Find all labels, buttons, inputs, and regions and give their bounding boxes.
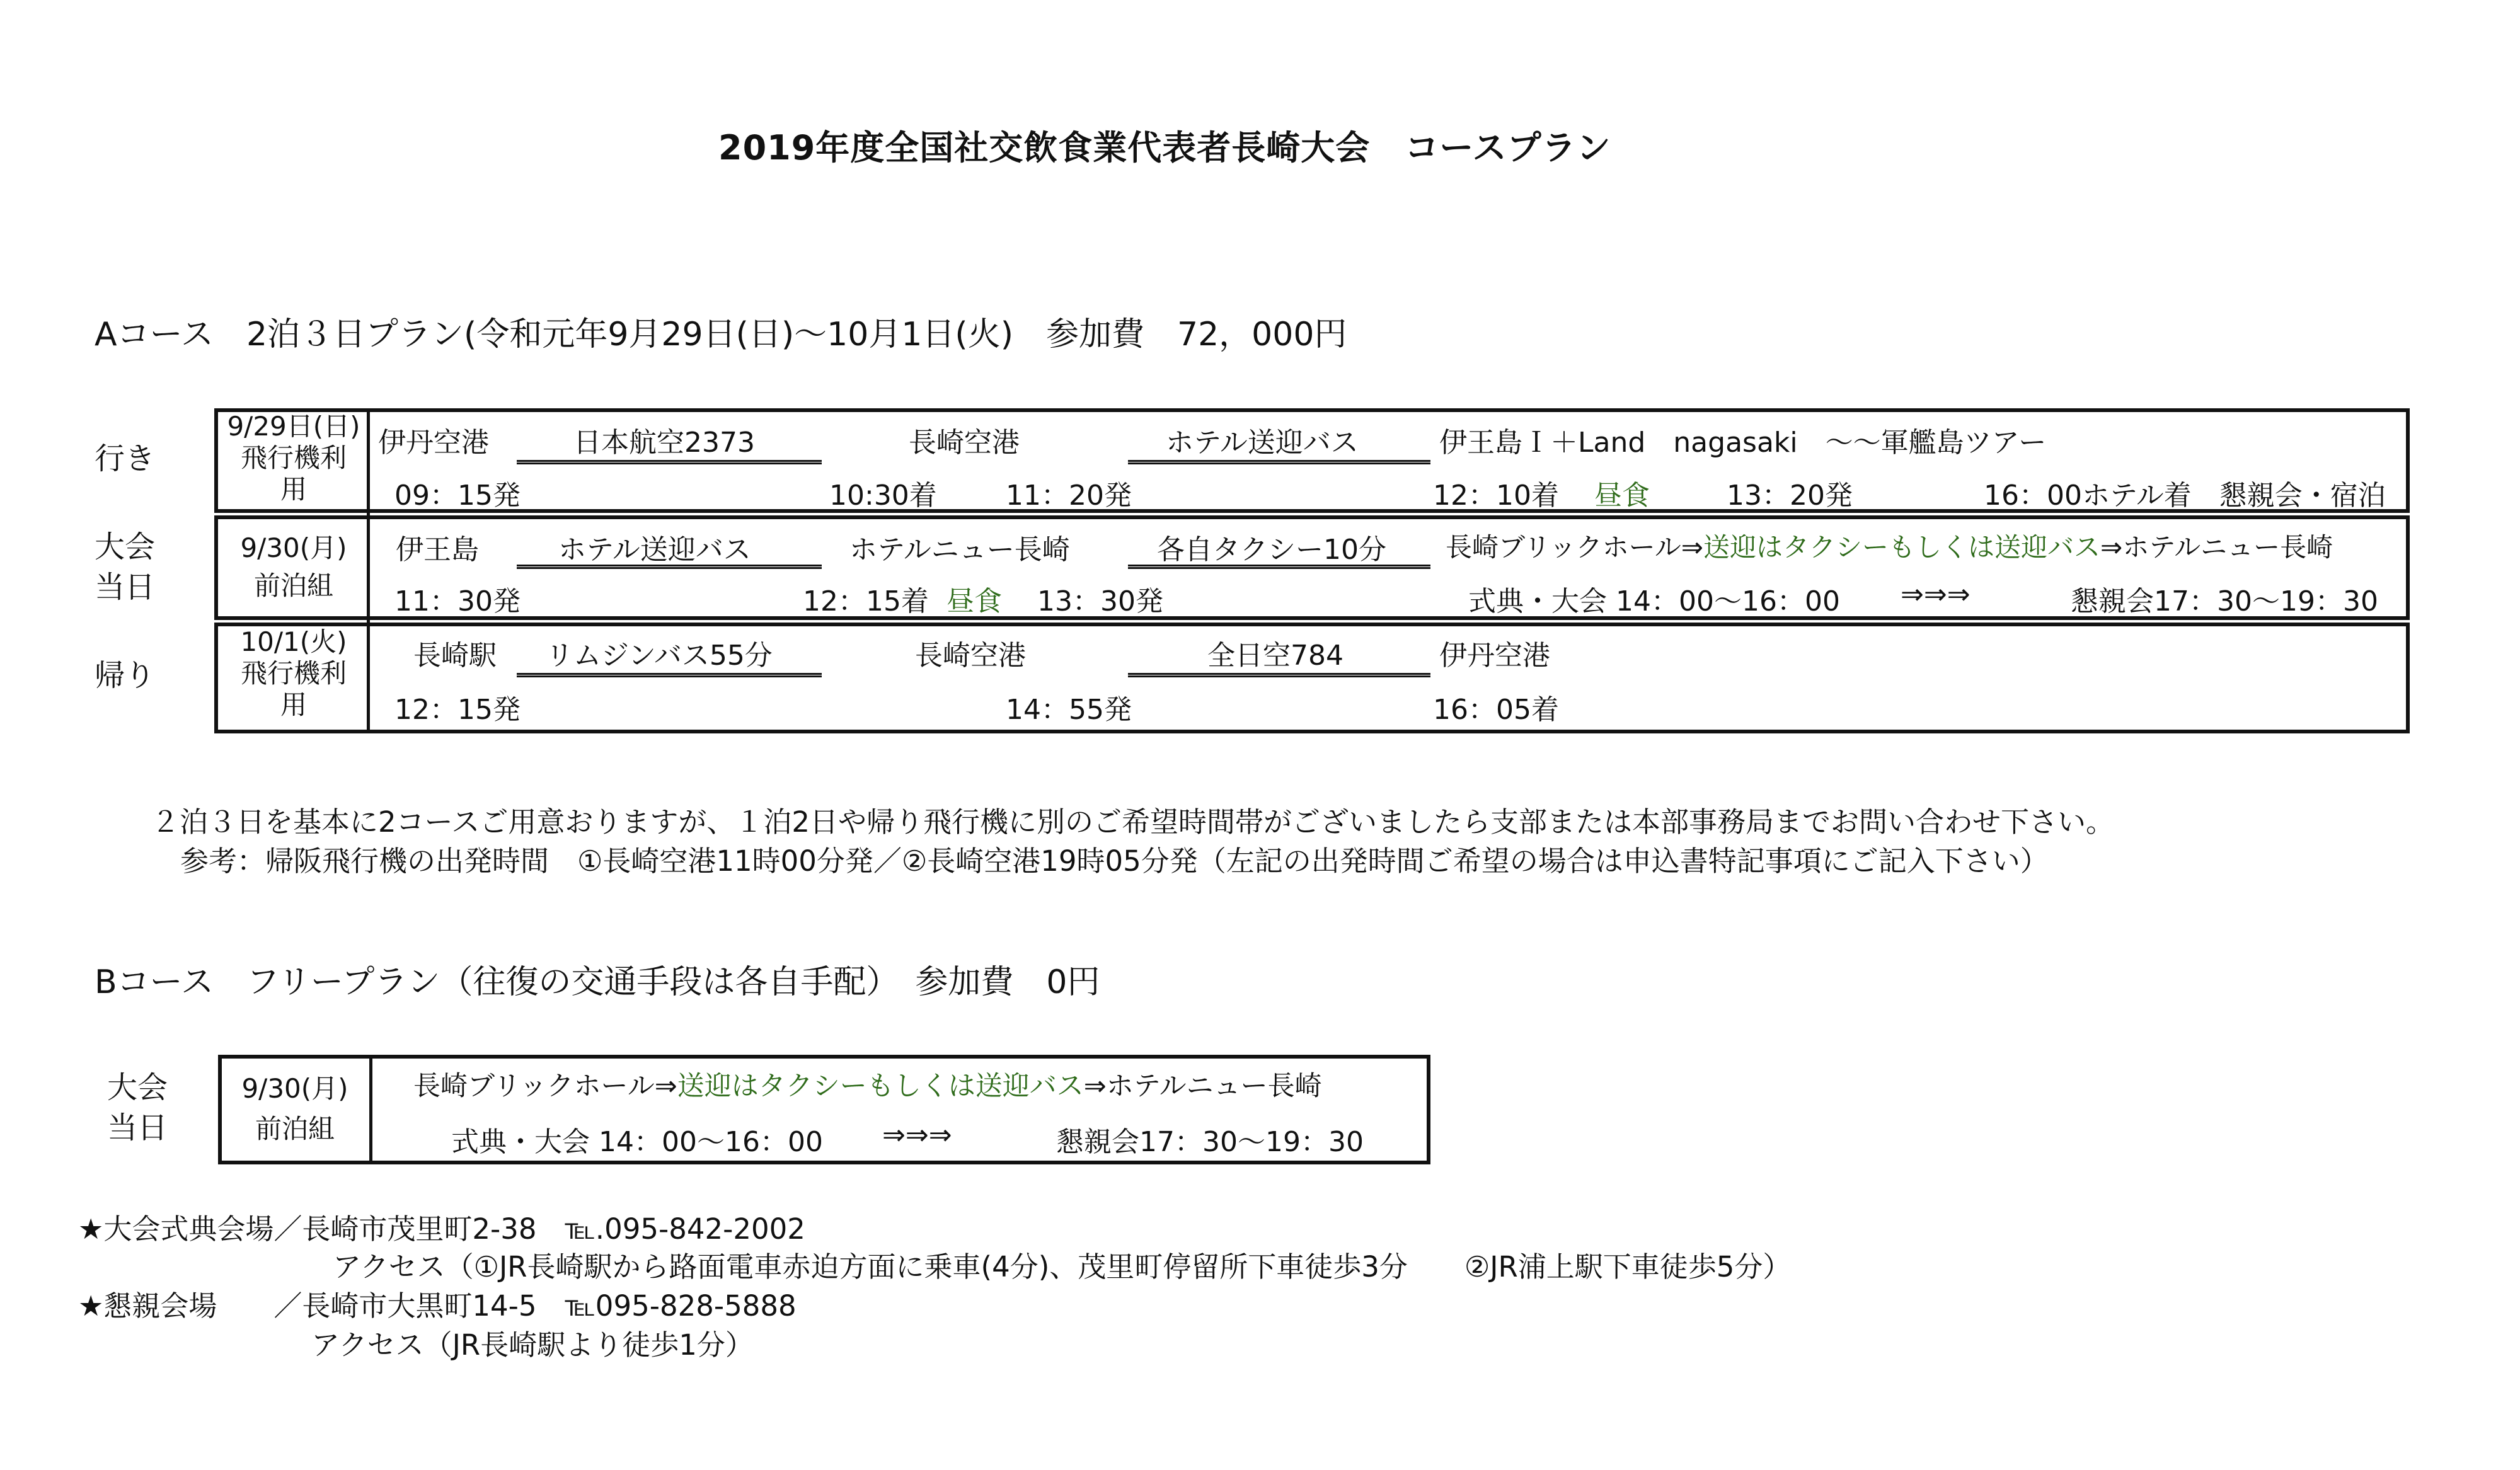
cell-iojima: 伊王島 (396, 534, 479, 566)
venue-ceremony: ★大会式典会場／長崎市茂里町2-38 ℡.095-842-2002 (78, 1212, 805, 1246)
cell-nagasaki-airport-2: 長崎空港 (915, 640, 1026, 672)
ceremony-time: 式典・大会 14：00～16：00 (1468, 585, 1840, 617)
date-line: 飛行機利 (240, 658, 347, 689)
time-dep-1130: 11：30発 (394, 585, 521, 617)
cell-hotel-shuttle-2: ホテル送迎バス (558, 534, 751, 566)
cell-taxi: 各自タクシー10分 (1157, 534, 1386, 566)
course-b-date (222, 1069, 368, 1149)
time-arr-1210: 12：10着 (1433, 479, 1559, 512)
reception-time: 懇親会17：30～19：30 (2071, 585, 2378, 617)
course-b-arrows: ⇒⇒⇒ (882, 1119, 952, 1151)
venue-reception-access: アクセス（JR長崎駅より徒歩1分） (311, 1328, 754, 1362)
route-shuttle: 送迎はタクシーもしくは送迎バス (677, 1071, 1084, 1102)
cell-itami-airport-2: 伊丹空港 (1439, 640, 1550, 672)
date-event-day (222, 529, 365, 605)
page-title: 2019年度全国社交飲食業代表者長崎大会 コースプラン (718, 128, 1611, 168)
cell-iojima-tour: 伊王島Ｉ＋Land nagasaki ～～軍艦島ツアー (1439, 427, 2047, 459)
date-line: 用 (280, 689, 307, 720)
course-b-ceremony: 式典・大会 14：00～16：00 (451, 1126, 823, 1158)
time-arr-1605: 16：05着 (1433, 694, 1559, 726)
route-start: 長崎ブリックホール⇒ (413, 1071, 677, 1102)
venue-ceremony-access: アクセス（①JR長崎駅から路面電車赤迫方面に乗車(4分)、茂里町停留所下車徒歩3分 ②JR浦上駅下車徒歩5分） (333, 1250, 1792, 1283)
route-end: ⇒ホテルニュー長崎 (1083, 1071, 1322, 1102)
date-line: 飛行機利 (240, 442, 347, 473)
row-label-outbound: 行き (95, 441, 156, 476)
course-b-reception: 懇親会17：30～19：30 (1056, 1126, 1364, 1158)
cell-hotel-new-nagasaki: ホテルニュー長崎 (849, 534, 1070, 566)
date-line: 9/29日(日) (227, 411, 360, 442)
time-dep-1330: 13：30発 (1037, 585, 1163, 617)
row-label-return: 帰り (95, 658, 156, 693)
date-line: 10/1(火) (240, 626, 347, 657)
course-b-heading: Bコース フリープラン（往復の交通手段は各自手配） 参加費 0円 (95, 963, 1100, 1001)
time-arr-1030: 10:30着 (829, 479, 937, 512)
row-label-event-day-2: 当日 (95, 570, 156, 605)
route-end: ⇒ホテルニュー長崎 (2100, 532, 2333, 563)
course-b-label-1: 大会 (107, 1070, 168, 1105)
hotel-arrival: 16：00ホテル着 懇親会・宿泊 (1984, 479, 2386, 512)
time-arr-1215: 12：15着 (803, 585, 929, 617)
route-shuttle: 送迎はタクシーもしくは送迎バス (1703, 532, 2101, 563)
date-line: 9/30(月) (241, 1073, 348, 1104)
time-dep-1455: 14：55発 (1006, 694, 1132, 726)
time-dep-0915: 09：15発 (394, 479, 521, 512)
course-a-heading: Aコース 2泊３日プラン(令和元年9月29日(日)～10月1日(火) 参加費 72，000円 (95, 316, 1347, 353)
arrows: ⇒⇒⇒ (1901, 578, 1971, 611)
course-b-route (413, 1065, 1322, 1103)
row-label-event-day-1: 大会 (95, 529, 156, 565)
cell-itami-airport: 伊丹空港 (378, 427, 489, 459)
cell-brick-hall-route (1446, 527, 2333, 565)
course-b-label-2: 当日 (107, 1110, 168, 1146)
date-line: 前泊組 (255, 1113, 335, 1144)
cell-nagasaki-airport: 長崎空港 (909, 427, 1020, 459)
date-return (222, 626, 365, 721)
note-line-1: ２泊３日を基本に2コースご用意おりますが、１泊2日や帰り飛行機に別のご希望時間帯がございましたら支部または本部事務局までお問い合わせ下さい。 (151, 805, 2115, 839)
date-line: 前泊組 (253, 570, 333, 601)
time-dep-1120: 11：20発 (1006, 479, 1132, 512)
cell-ana-flight: 全日空784 (1207, 640, 1343, 672)
cell-jal-flight: 日本航空2373 (573, 427, 755, 459)
lunch-label: 昼食 (1594, 479, 1650, 512)
date-outbound (222, 411, 365, 505)
cell-hotel-shuttle: ホテル送迎バス (1166, 427, 1359, 459)
cell-limousine-bus: リムジンバス55分 (546, 640, 773, 672)
lunch-label-2: 昼食 (946, 585, 1002, 617)
date-line: 9/30(月) (240, 532, 347, 563)
route-start: 長崎ブリックホール⇒ (1446, 532, 1703, 563)
cell-nagasaki-station: 長崎駅 (413, 640, 497, 672)
time-dep-1215: 12：15発 (394, 694, 521, 726)
time-dep-1320: 13：20発 (1727, 479, 1853, 512)
venue-reception: ★懇親会場 ／長崎市大黒町14-5 ℡095-828-5888 (78, 1289, 797, 1323)
note-line-2: 参考：帰阪飛行機の出発時間 ①長崎空港11時00分発／②長崎空港19時05分発（左記の出発時間ご希望の場合は申込書特記事項にご記入下さい） (180, 844, 2049, 878)
date-line: 用 (280, 474, 307, 505)
